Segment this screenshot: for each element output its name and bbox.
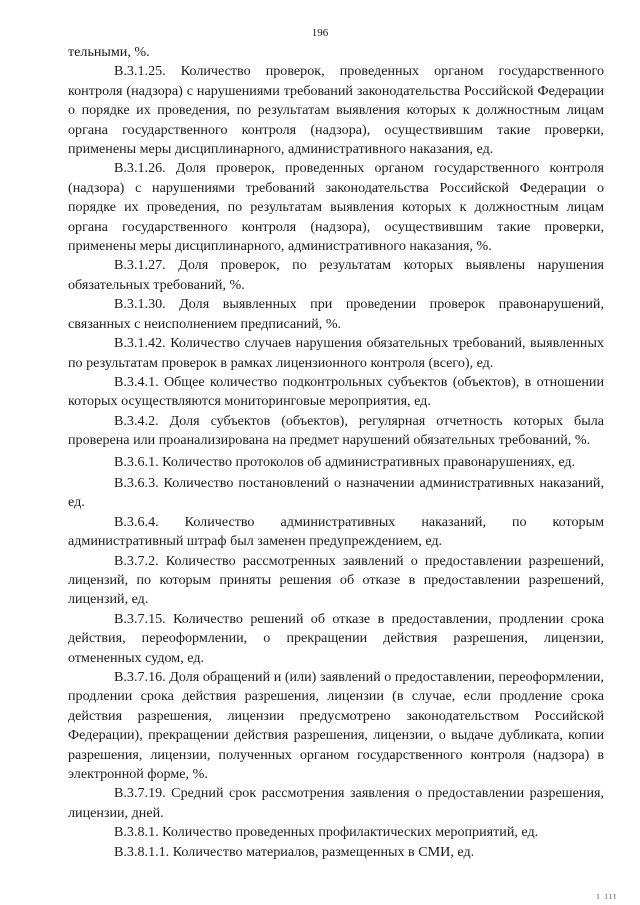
paragraph: В.3.4.1. Общее количество подконтрольных субъектов (объектов), в отношении которых осуществляются мониторинговые мероприятия, ед. (68, 373, 604, 410)
paragraph: В.3.8.1. Количество проведенных профилактических мероприятий, ед. (114, 824, 539, 841)
paragraph: В.3.6.1. Количество протоколов об административных правонарушениях, ед. (114, 453, 576, 470)
paragraph: В.3.7.19. Средний срок рассмотрения заявления о предоставлении разрешения, лицензии, дней. (68, 785, 604, 821)
footer-scan-mark: I III (596, 893, 618, 901)
paragraph: В.3.7.2. Количество рассмотренных заявлений о предоставлении разрешений, лицензий, по которым приняты решения об отказе в предоставлении разрешений, лицензий, ед. (68, 552, 604, 608)
paragraph: В.3.7.15. Количество решений об отказе в предоставлении, продлении срока действия, переоформлении, о прекращении действия разрешения, лицензии, отмененных судом, ед. (68, 610, 604, 666)
paragraph: В.3.1.26. Доля проверок, проведенных органом государственного контроля (надзора) с нарушениями требований законодательства Российской Федерации о порядке их проведения, по результатам выявления которых к должностным лицам органа государственного контроля (надзора), осуществившим такие проверки, применены меры дисциплинарного, административного наказания, %. (68, 160, 604, 255)
page-number: 196 (311, 27, 329, 39)
paragraph: тельными, %. (68, 44, 150, 60)
paragraph: В.3.1.42. Количество случаев нарушения обязательных требований, выявленных по результатам проверок в рамках лицензионного контроля (всего), ед. (68, 335, 604, 371)
paragraph: В.3.6.3. Количество постановлений о назначении административных наказаний, ед. (68, 474, 604, 511)
paragraph: В.3.1.30. Доля выявленных при проведении проверок правонарушений, связанных с неисполнением предписаний, %. (68, 296, 604, 332)
paragraph: В.3.7.16. Доля обращений и (или) заявлений о предоставлении, переоформлении, продлении срока действия разрешения, лицензии (в случае, если продление срока действия разрешения, лицензии предусмотрено законодательством Российской Федерации), прекращении действия разрешения, лицензии, о выдаче дубликата, копии разрешения, лицензии, полученных органом государственного контроля (надзора) в электронной форме, %. (68, 669, 604, 783)
paragraph: В.3.4.2. Доля субъектов (объектов), регулярная отчетность которых была проверена или проанализирована на предмет нарушений обязательных требований, %. (68, 412, 604, 449)
paragraph: В.3.1.27. Доля проверок, по результатам которых выявлены нарушения обязательных требований, %. (68, 257, 604, 293)
paragraph: В.3.8.1.1. Количество материалов, размещенных в СМИ, ед. (114, 843, 475, 860)
document-body (68, 43, 604, 862)
paragraph: В.3.6.4. Количество административных наказаний, по которым административный штраф был заменен предупреждением, ед. (68, 513, 604, 550)
paragraph: В.3.1.25. Количество проверок, проведенных органом государственного контроля (надзора) с нарушениями требований законодательства Российской Федерации о порядке их проведения, по результатам выявления которых к должностным лицам органа государственного контроля (надзора), осуществившим такие проверки, применены меры дисциплинарного, административного наказания, ед. (68, 63, 604, 158)
